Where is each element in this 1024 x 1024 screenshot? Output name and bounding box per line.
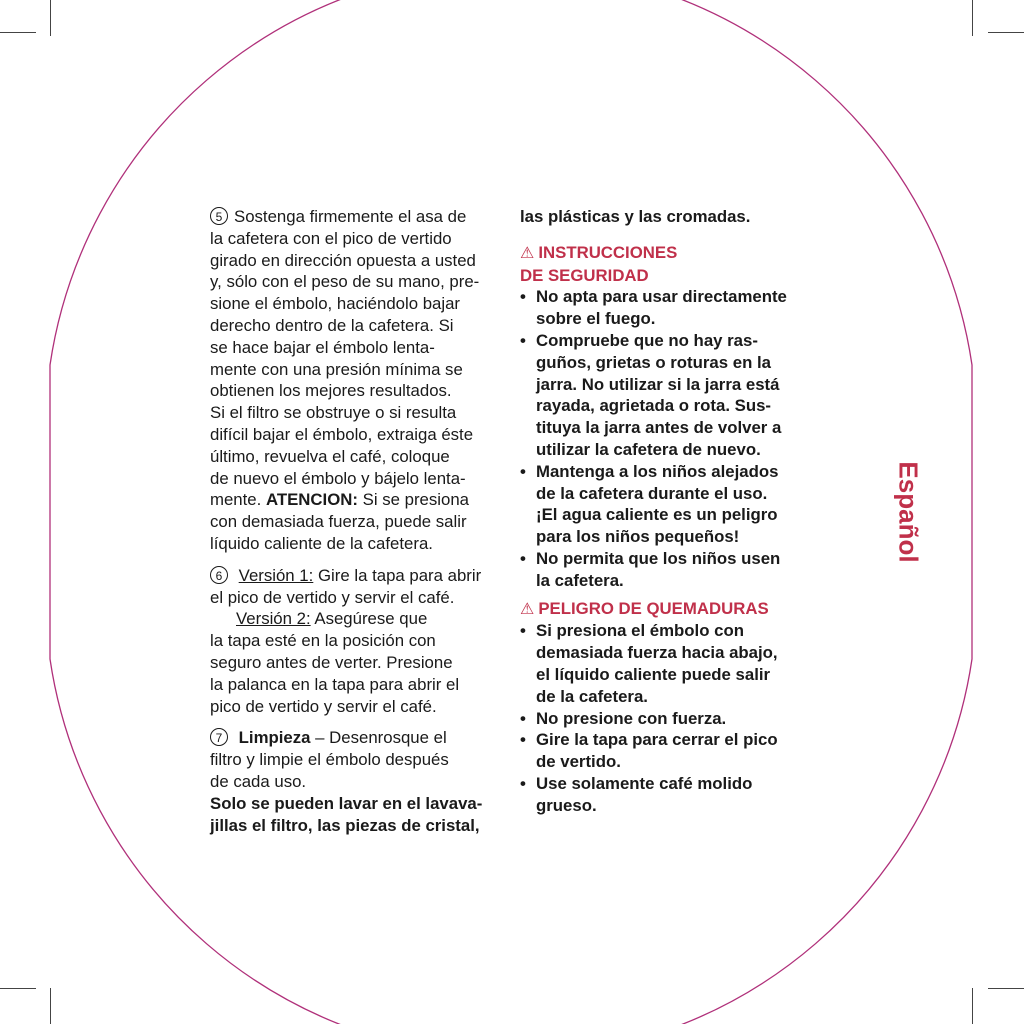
left-column [210,206,506,836]
text-line: derecho dentro de la cafetera. Si [210,315,454,335]
burn-heading [520,598,820,621]
bullet-line: sobre el fuego. [536,309,656,329]
step-7 [210,727,506,836]
text-line: – Desenrosque el [315,728,447,748]
text-line: último, revuelva el café, coloque [210,446,450,466]
bullet-item [520,620,820,707]
bullet-item [520,548,820,592]
step-number: 7 [210,728,228,746]
text-line: Solo se pueden lavar en el lavava- [210,793,483,813]
bullet-item [520,708,820,730]
text-line: mente. [210,490,262,510]
language-label: Español [893,461,924,563]
text-line: la palanca en la tapa para abrir el [210,674,460,694]
attention-label: ATENCION: [265,490,358,510]
text-line: obtienen los mejores resultados. [210,381,452,401]
text-line: Gire la tapa para abrir [317,565,482,585]
bullet-line: jarra. No utilizar si la jarra está [536,374,780,394]
bullet-line: demasiada fuerza hacia abajo, [536,643,778,663]
bullet-line: • No presione con fuerza. [536,708,727,728]
cleaning-title: Limpieza [238,728,311,748]
burn-heading-text: PELIGRO DE QUEMADURAS [538,598,769,618]
safety-list [520,286,820,591]
text-line: Sostenga firmemente el asa de [234,207,467,226]
text-line: Asegúrese que [314,609,428,629]
text-line: de cada uso. [210,771,307,791]
bullet-line: grueso. [536,795,597,815]
text-line: la tapa esté en la posición con [210,631,436,651]
text-line: seguro antes de verter. Presione [210,652,453,672]
bullet-line: • Mantenga a los niños alejados [536,461,779,481]
bullet-line: guños, grietas o roturas en la [536,352,771,372]
text-line: difícil bajar el émbolo, extraiga éste [210,424,474,444]
version-2-label: Versión 2: [236,609,311,629]
text-line: girado en dirección opuesta a usted [210,250,476,270]
version-1-label: Versión 1: [238,565,314,585]
text-line: con demasiada fuerza, puede salir [210,512,467,532]
bullet-line: ¡El agua caliente es un peligro [536,505,778,525]
text-line: sione el émbolo, haciéndolo bajar [210,294,461,314]
bullet-line: para los niños pequeños! [536,527,740,547]
bullet-item [520,773,820,817]
bullet-line: • Si presiona el émbolo con [536,621,744,641]
warning-icon: ⚠ [520,600,535,618]
safety-heading-line: DE SEGURIDAD [520,265,649,285]
bullet-item [520,461,820,548]
warning-icon: ⚠ [520,244,535,262]
step-number: 5 [210,207,228,225]
safety-heading-line: INSTRUCCIONES [538,242,678,262]
text-line: Si el filtro se obstruye o si resulta [210,403,457,423]
text-line: de nuevo el émbolo y bájelo lenta- [210,468,466,488]
bullet-line: tituya la jarra antes de volver a [536,418,782,438]
text-line: Si se presiona [362,490,469,510]
text-line: la cafetera con el pico de vertido [210,228,452,248]
text-line: pico de vertido y servir el café. [210,696,437,716]
continuation-text: las plásticas y las cromadas. [520,207,751,226]
bullet-line: la cafetera. [536,570,624,590]
text-line: líquido caliente de la cafetera. [210,533,433,553]
step-6 [210,565,506,718]
bullet-item [520,286,820,330]
text-line: mente con una presión mínima se [210,359,463,379]
bullet-line: el líquido caliente puede salir [536,664,771,684]
bullet-line: de la cafetera. [536,686,648,706]
bullet-line: utilizar la cafetera de nuevo. [536,439,761,459]
burn-list [520,620,820,816]
step-5 [210,206,506,555]
step-number: 6 [210,566,228,584]
text-line: y, sólo con el peso de su mano, pre- [210,272,480,292]
bullet-line: de vertido. [536,752,621,772]
bullet-item [520,330,820,461]
text-line: el pico de vertido y servir el café. [210,587,455,607]
text-line: jillas el filtro, las piezas de cristal, [210,815,480,835]
bullet-line: • Gire la tapa para cerrar el pico [536,730,778,750]
bullet-line: • No permita que los niños usen [536,548,781,568]
text-line: se hace bajar el émbolo lenta- [210,337,435,357]
safety-heading [520,242,820,287]
right-column [520,206,820,817]
bullet-line: rayada, agrietada o rota. Sus- [536,396,772,416]
bullet-line: • Use solamente café molido [536,773,753,793]
bullet-line: • No apta para usar directamente [536,287,787,307]
bullet-line: de la cafetera durante el uso. [536,483,768,503]
text-line: filtro y limpie el émbolo después [210,750,449,770]
bullet-item [520,729,820,773]
bullet-line: • Compruebe que no hay ras- [536,330,758,350]
